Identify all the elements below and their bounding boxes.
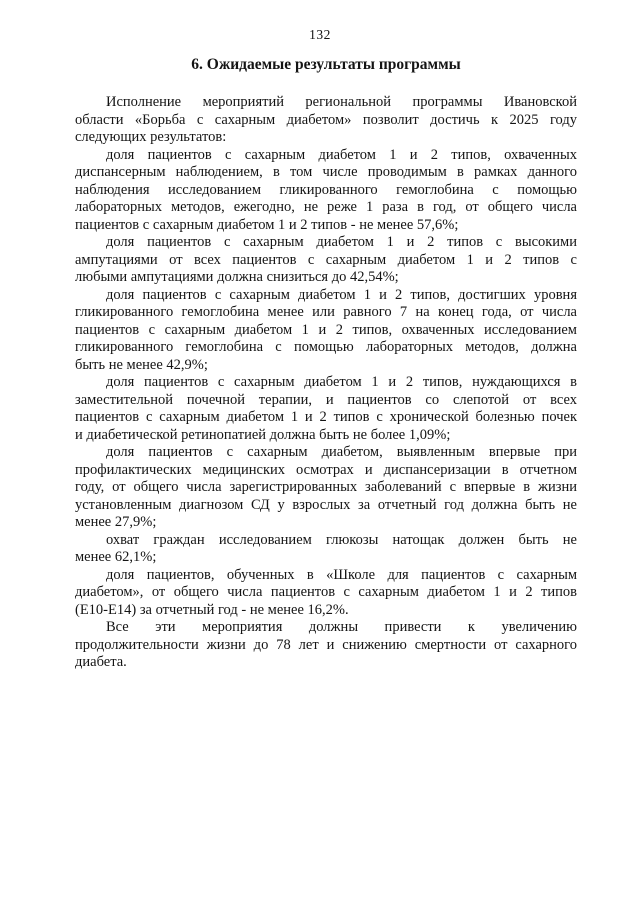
- text-line: году, от общего числа зарегистрированных заболеваний с впервые в жизни: [75, 479, 577, 495]
- text-line: ампутациями от всех пациентов с сахарным диабетом 1 и 2 типов с: [75, 251, 577, 268]
- text-line: продолжительности жизни до 78 лет и снижению смертности от сахарного: [75, 636, 577, 653]
- text-line: любыми ампутациями должна снизиться до 42,54%;: [75, 269, 399, 285]
- text-line: и диабетической ретинопатией должна быть не более 1,09%;: [75, 426, 451, 443]
- text-line: пациентов с сахарным диабетом 1 и 2 типов - не менее 57,6%;: [75, 216, 459, 233]
- text-line: профилактических медицинских осмотрах и диспансеризации в отчетном: [75, 461, 577, 478]
- text-line: Исполнение мероприятий региональной программы Ивановской: [106, 94, 577, 110]
- text-line: следующих результатов:: [75, 129, 227, 145]
- text-line: менее 62,1%;: [75, 549, 157, 565]
- text-line: наблюдения исследованием гликированного гемоглобина с помощью: [75, 181, 577, 198]
- text-line: доля пациентов, обученных в «Школе для пациентов с сахарным: [106, 566, 577, 583]
- text-line: диабетом», от общего числа пациентов с сахарным диабетом 1 и 2 типов: [75, 584, 577, 600]
- text-line: (Е10-Е14) за отчетный год - не менее 16,2%.: [75, 601, 349, 618]
- text-line: быть не менее 42,9%;: [75, 356, 208, 373]
- text-line: охват граждан исследованием глюкозы натощак должен быть не: [106, 531, 577, 548]
- document-body: [75, 94, 577, 672]
- text-line: установленным диагнозом СД у взрослых за отчетный год должна быть не: [75, 496, 577, 513]
- text-line: доля пациентов с сахарным диабетом 1 и 2 типов, достигших уровня: [106, 286, 577, 303]
- text-line: пациентов с сахарным диабетом 1 и 2 типов с хронической болезнью почек: [75, 409, 577, 425]
- text-line: менее 27,9%;: [75, 514, 157, 530]
- text-line: доля пациентов с сахарным диабетом 1 и 2 типов с высокими: [106, 234, 577, 250]
- text-line: области «Борьба с сахарным диабетом» позволит достичь к 2025 году: [75, 111, 577, 128]
- section-heading: 6. Ожидаемые результаты программы: [191, 56, 461, 73]
- text-line: диабета.: [75, 654, 127, 670]
- text-line: пациентов с сахарным диабетом 1 и 2 типов, охваченных исследованием: [75, 321, 577, 338]
- text-line: гликированного гемоглобина с помощью лабораторных методов, должна: [75, 339, 577, 355]
- page-number: 132: [309, 27, 331, 42]
- text-line: заместительной почечной терапии, и пациентов со слепотой от всех: [75, 391, 577, 408]
- text-line: доля пациентов с сахарным диабетом 1 и 2 типов, охваченных: [106, 146, 577, 163]
- text-line: доля пациентов с сахарным диабетом 1 и 2 типов, нуждающихся в: [106, 374, 577, 390]
- text-line: диспансерным наблюдением, в том числе проводимым в рамках данного: [75, 164, 577, 180]
- text-line: лабораторных методов, ежегодно, не реже 1 раза в год, от общего числа: [75, 199, 577, 215]
- text-line: гликированного гемоглобина менее или равного 7 на конец года, от числа: [75, 304, 577, 320]
- text-line: доля пациентов с сахарным диабетом, выявленным впервые при: [106, 444, 577, 460]
- text-line: Все эти мероприятия должны привести к увеличению: [106, 619, 577, 635]
